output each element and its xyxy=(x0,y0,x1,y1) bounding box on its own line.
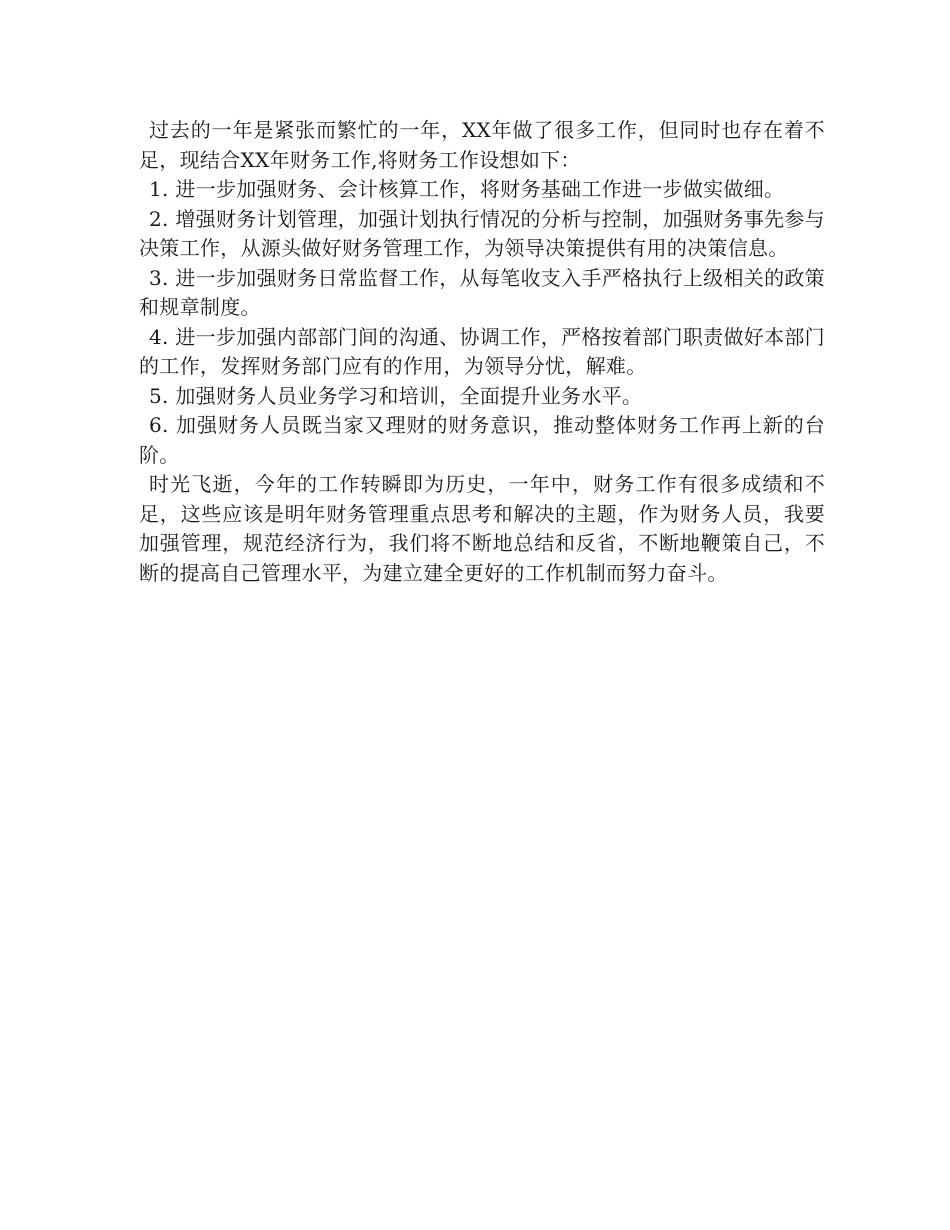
document-body xyxy=(139,116,825,588)
intro-paragraph: 过去的一年是紧张而繁忙的一年，XX年做了很多工作，但同时也存在着不足，现结合XX年财务工作,将财务工作设想如下： xyxy=(139,118,825,172)
closing-paragraph: 时光飞逝，今年的工作转瞬即为历史，一年中，财务工作有很多成绩和不足，这些应该是明年财务管理重点思考和解决的主题，作为财务人员，我要加强管理，规范经济行为，我们将不断地总结和反省，不断地鞭策自己，不断的提高自己管理水平，为建立建全更好的工作机制而努力奋斗。 xyxy=(139,472,825,585)
list-item-2: 2. 增强财务计划管理，加强计划执行情况的分析与控制，加强财务事先参与决策工作，从源头做好财务管理工作，为领导决策提供有用的决策信息。 xyxy=(139,206,825,260)
list-item-6: 6. 加强财务人员既当家又理财的财务意识，推动整体财务工作再上新的台阶。 xyxy=(139,413,825,467)
list-item-4: 4. 进一步加强内部部门间的沟通、协调工作，严格按着部门职责做好本部门的工作，发挥财务部门应有的作用，为领导分忧，解难。 xyxy=(139,324,825,378)
list-item-5: 5. 加强财务人员业务学习和培训，全面提升业务水平。 xyxy=(149,383,643,408)
list-item-3: 3. 进一步加强财务日常监督工作，从每笔收支入手严格执行上级相关的政策和规章制度。 xyxy=(139,265,825,319)
list-item-1: 1. 进一步加强财务、会计核算工作，将财务基础工作进一步做实做细。 xyxy=(149,177,785,201)
